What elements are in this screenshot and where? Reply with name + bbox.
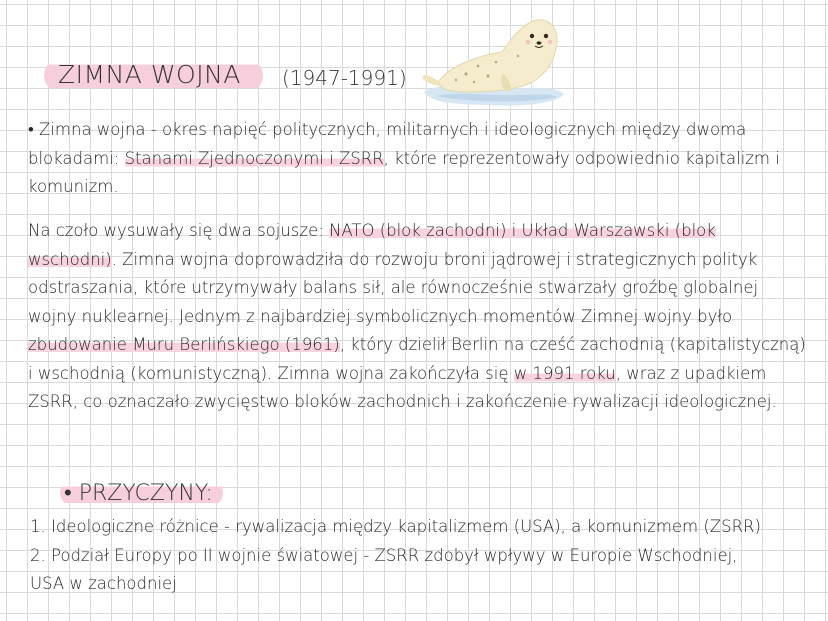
body-highlight-berlin-wall: zbudowanie Muru Berlińskiego (1961) bbox=[28, 335, 340, 354]
body-text-2: . Zimna wojna doprowadziła do rozwoju broni jądrowej i strategicznych polityk odstraszania, które utrzymywały balans sił, ale równocześnie stwarzały groźbę globalnej wojny nuklearnej. Jednym z najbardziej symbolicznych momentów Zimnej wojny było bbox=[28, 249, 759, 326]
list-item: 1. Ideologiczne różnice - rywalizacja między kapitalizmem (USA), a komunizmem (ZSRR) bbox=[30, 517, 761, 536]
list-item: 2. Podział Europy po II wojnie światowej - ZSRR zdobył wpływy w Europie Wschodniej, bbox=[30, 545, 738, 565]
seal-icon bbox=[418, 12, 568, 110]
body-text-3: , który dzielił Berlin na cześć zachodnią (kapitalistyczną) i wschodnią (komunistyczną). Zimna wojna zakończyła się bbox=[28, 335, 806, 383]
intro-text-2: , które reprezentowały odpowiednio kapitalizm i komunizm. bbox=[28, 148, 780, 196]
body-text-4: , wraz z upadkiem ZSRR, co oznaczało zwycięstwo bloków zachodnich i zakończenie rywalizacji ideologicznej. bbox=[28, 363, 777, 411]
intro-highlight: Stanami Zjednoczonymi i ZSRR bbox=[124, 148, 384, 168]
causes-list bbox=[30, 513, 820, 599]
intro-text-1: Zimna wojna - okres napięć politycznych, militarnych i ideologicznych między dwoma blokadami: bbox=[28, 120, 747, 168]
intro-bullet: • bbox=[28, 120, 34, 139]
body-highlight-nato: NATO (blok zachodni) i Układ Warszawski (blok wschodni) bbox=[28, 221, 716, 269]
title-years: (1947-1991) bbox=[282, 66, 407, 90]
list-item: USA w zachodniej bbox=[30, 574, 177, 593]
page-title: ZIMNA WOJNA bbox=[44, 58, 263, 93]
intro-paragraph bbox=[28, 116, 808, 202]
body-paragraph bbox=[28, 217, 808, 417]
causes-heading: • PRZYCZYNY: bbox=[60, 480, 223, 506]
body-text-1: Na czoło wysuwały się dwa sojusze: bbox=[28, 221, 330, 240]
body-highlight-1991: w 1991 roku bbox=[513, 363, 616, 383]
